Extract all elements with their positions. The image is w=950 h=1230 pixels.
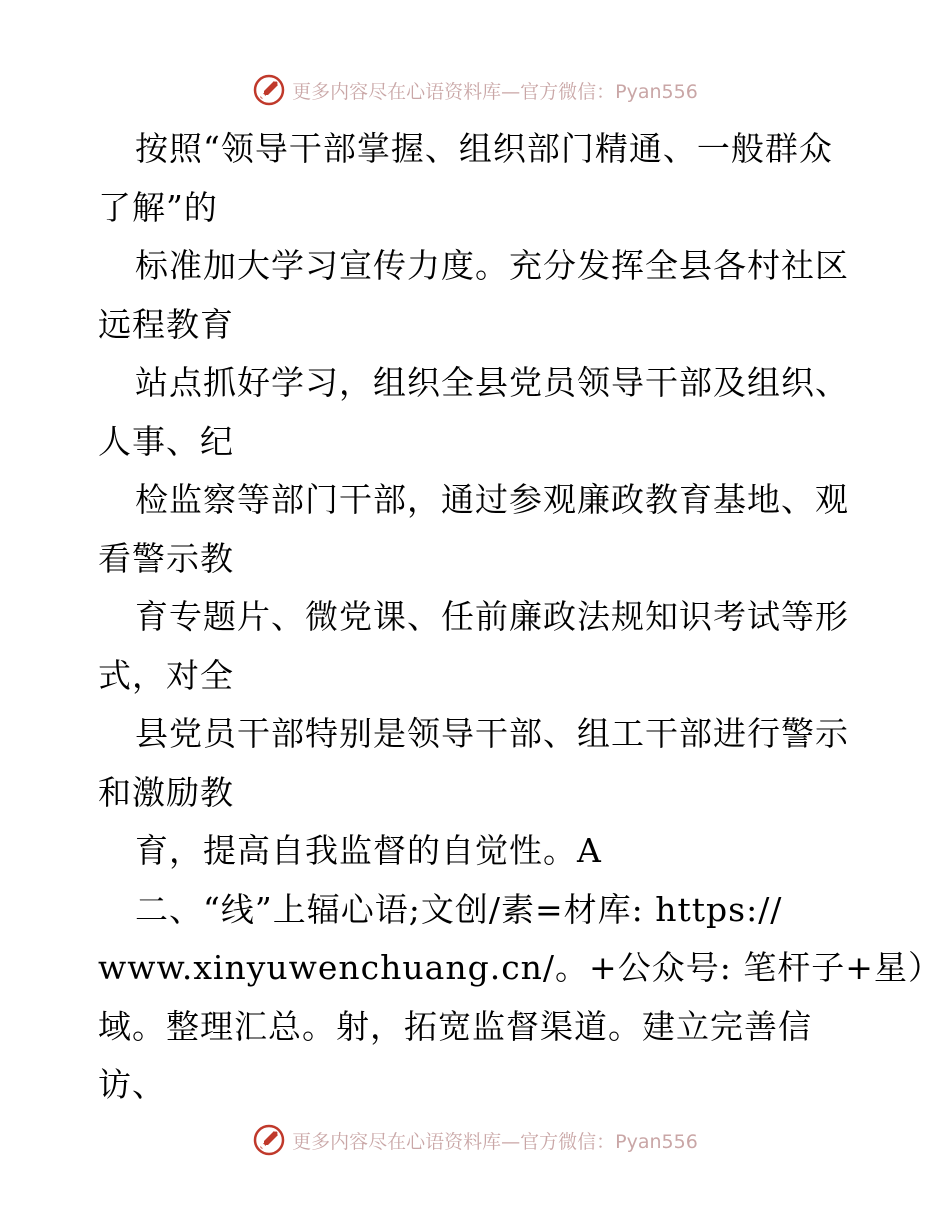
text-line: 式，对全 — [98, 655, 234, 695]
document-body — [98, 120, 942, 1115]
text-line: 育专题片、微党课、任前廉政法规知识考试等形 — [135, 597, 849, 636]
text-line: 访、 — [98, 1065, 166, 1104]
watermark-text: 更多内容尽在心语资料库—官方微信：Pyan556 — [292, 1130, 698, 1153]
text-line: 远程教育 — [98, 304, 234, 344]
text-line: 人事、纪 — [98, 421, 234, 461]
pen-logo-icon — [252, 1123, 286, 1157]
text-line: 看警示教 — [98, 538, 234, 578]
pen-logo-icon — [252, 73, 286, 107]
text-line: www.xinyuwenchuang.cn/。+公众号: 笔杆子+星） — [98, 948, 942, 987]
text-line: 按照“领导干部掌握、组织部门精通、一般群众 — [135, 129, 833, 168]
footer-watermark — [0, 1120, 950, 1160]
text-line: 和激励教 — [98, 772, 234, 812]
header-watermark — [0, 70, 950, 110]
wechat-id: Pyan556 — [615, 80, 698, 103]
wechat-id: Pyan556 — [615, 1130, 698, 1153]
text-line: 育，提高自我监督的自觉性。A — [135, 831, 602, 870]
text-line: 了解”的 — [98, 187, 218, 227]
text-line: 二、“线”上辐心语;文创/素=材库: https:// — [135, 889, 783, 929]
text-line: 站点抓好学习，组织全县党员领导干部及组织、 — [135, 363, 849, 402]
text-line: 检监察等部门干部，通过参观廉政教育基地、观 — [135, 480, 849, 519]
text-line: 标准加大学习宣传力度。充分发挥全县各村社区 — [135, 246, 849, 285]
text-line: 县党员干部特别是领导干部、组工干部进行警示 — [135, 714, 849, 753]
text-line: 域。整理汇总。射，拓宽监督渠道。建立完善信 — [98, 1006, 812, 1046]
watermark-text: 更多内容尽在心语资料库—官方微信：Pyan556 — [292, 80, 698, 103]
